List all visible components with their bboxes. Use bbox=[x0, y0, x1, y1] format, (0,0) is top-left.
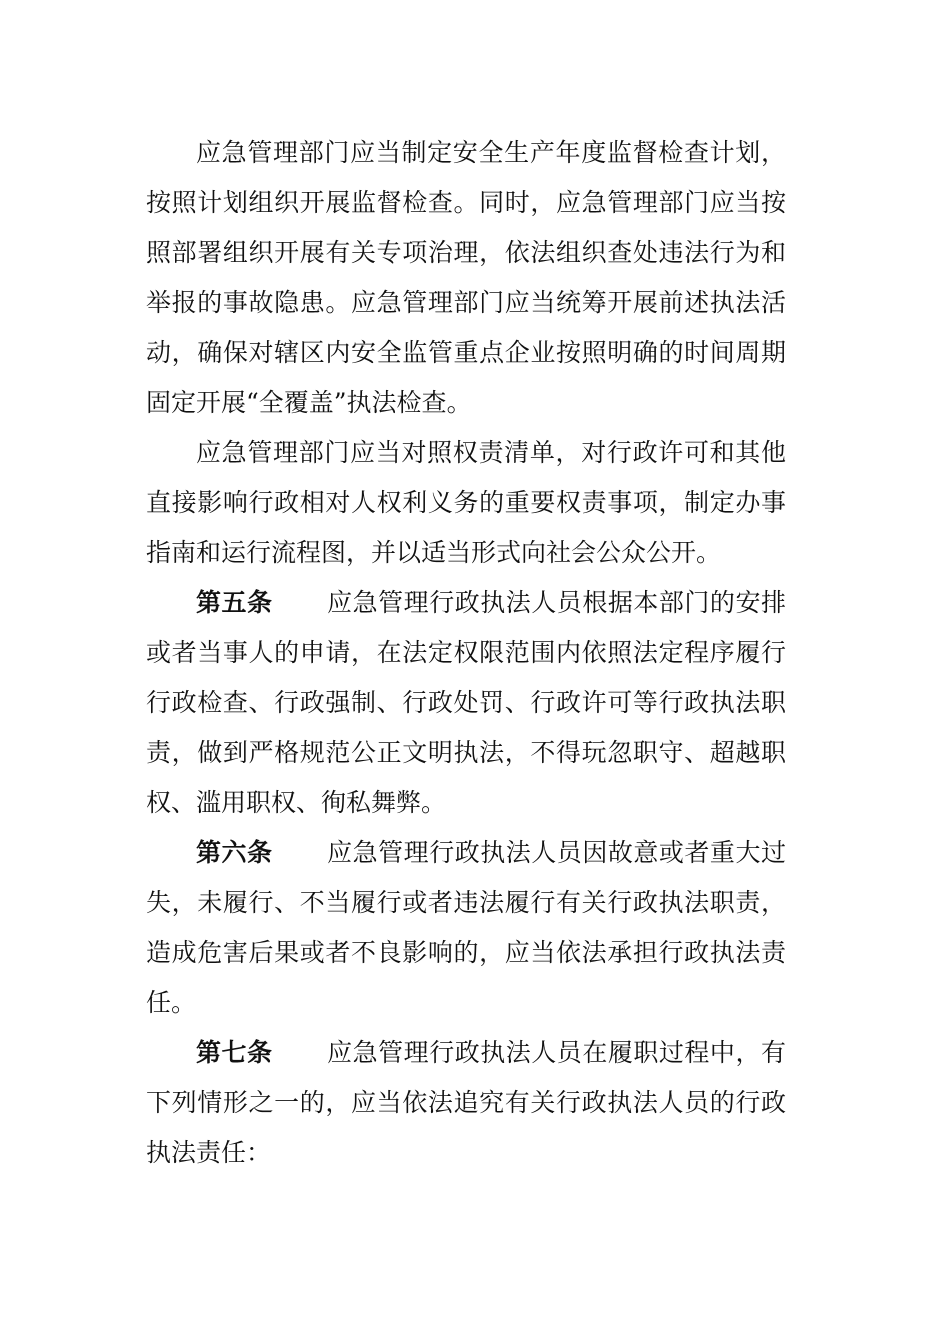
article-5-line-2: 或者当事人的申请，在法定权限范围内依照法定程序履行 bbox=[146, 638, 786, 667]
paragraph-1-line-1: 应急管理部门应当制定安全生产年度监督检查计划， bbox=[196, 138, 786, 167]
article-6-line-3: 造成危害后果或者不良影响的，应当依法承担行政执法责 bbox=[146, 938, 786, 967]
paragraph-2-line-2: 直接影响行政相对人权利义务的重要权责事项，制定办事 bbox=[146, 488, 786, 517]
article-text: 应急管理行政执法人员在履职过程中，有 bbox=[326, 1038, 786, 1067]
article-5-line-1 bbox=[196, 583, 786, 623]
paragraph-1-line-3: 照部署组织开展有关专项治理，依法组织查处违法行为和 bbox=[146, 238, 786, 267]
article-6-line-4: 任。 bbox=[146, 988, 197, 1017]
article-5-line-4: 责，做到严格规范公正文明执法，不得玩忽职守、超越职 bbox=[146, 738, 786, 767]
paragraph-1-line-2: 按照计划组织开展监督检查。同时，应急管理部门应当按 bbox=[146, 188, 786, 217]
paragraph-1-line-4: 举报的事故隐患。应急管理部门应当统筹开展前述执法活 bbox=[146, 288, 786, 317]
article-7-line-3: 执法责任： bbox=[146, 1138, 272, 1167]
paragraph-1-line-6: 固定开展“全覆盖”执法检查。 bbox=[146, 388, 472, 417]
article-6-line-2: 失，未履行、不当履行或者违法履行有关行政执法职责， bbox=[146, 888, 786, 917]
article-text: 应急管理行政执法人员因故意或者重大过 bbox=[326, 838, 786, 867]
article-7-line-2: 下列情形之一的，应当依法追究有关行政执法人员的行政 bbox=[146, 1088, 786, 1117]
article-6-line-1 bbox=[196, 833, 786, 873]
article-number: 第七条 bbox=[196, 1038, 273, 1067]
article-5-line-5: 权、滥用职权、徇私舞弊。 bbox=[146, 788, 447, 817]
article-5-line-3: 行政检查、行政强制、行政处罚、行政许可等行政执法职 bbox=[146, 688, 786, 717]
paragraph-2-line-3: 指南和运行流程图，并以适当形式向社会公众公开。 bbox=[146, 538, 722, 567]
paragraph-2-line-1: 应急管理部门应当对照权责清单，对行政许可和其他 bbox=[196, 438, 786, 467]
article-text: 应急管理行政执法人员根据本部门的安排 bbox=[326, 588, 786, 617]
paragraph-1-line-5: 动，确保对辖区内安全监管重点企业按照明确的时间周期 bbox=[146, 338, 786, 367]
article-7-line-1 bbox=[196, 1033, 786, 1073]
article-number: 第五条 bbox=[196, 588, 273, 617]
article-number: 第六条 bbox=[196, 838, 273, 867]
